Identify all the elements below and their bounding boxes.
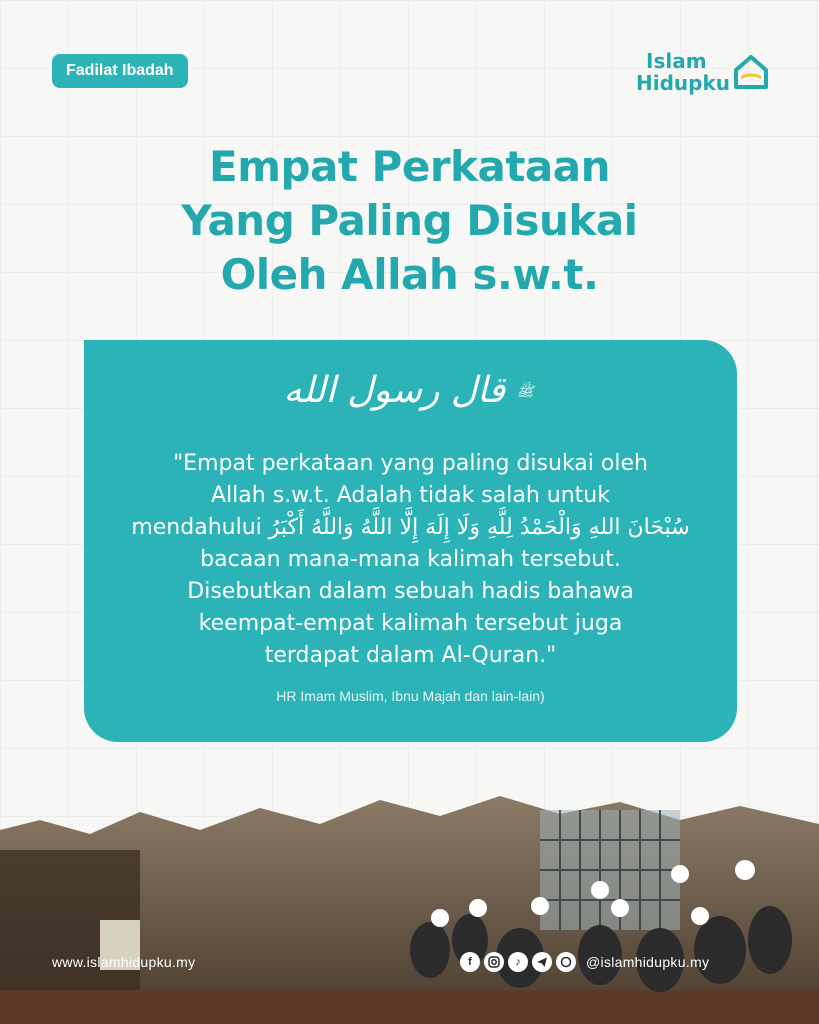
tiktok-icon[interactable]: ♪	[508, 952, 528, 972]
quote-line: "Empat perkataan yang paling disukai oleh	[173, 451, 648, 476]
category-tag: Fadilat Ibadah	[52, 54, 188, 88]
telegram-icon[interactable]	[532, 952, 552, 972]
quote-line: keempat-empat kalimah tersebut juga	[198, 611, 623, 636]
quote-line-prefix: mendahului	[131, 515, 262, 540]
social-handle[interactable]: @islamhidupku.my	[586, 954, 710, 970]
logo-line2: Hidupku	[636, 71, 731, 95]
quote-line-with-arabic	[104, 512, 717, 544]
logo-line1: Islam	[646, 49, 707, 73]
whatsapp-icon[interactable]	[556, 952, 576, 972]
title-line: Empat Perkataan	[209, 142, 610, 191]
instagram-icon[interactable]	[484, 952, 504, 972]
social-links	[460, 952, 709, 972]
arabic-honorific: ﷺ	[516, 384, 534, 400]
quote-line: bacaan mana-mana kalimah tersebut.	[200, 547, 621, 572]
house-book-icon	[732, 54, 770, 90]
title-line: Oleh Allah s.w.t.	[220, 250, 599, 299]
quote-line: Disebutkan dalam sebuah hadis bahawa	[187, 579, 634, 604]
website-link[interactable]: www.islamhidupku.my	[52, 954, 196, 970]
title-line: Yang Paling Disukai	[181, 196, 638, 245]
arabic-kalimah: سُبْحَانَ اللهِ وَالْحَمْدُ لِلَّهِ وَلَا إِلَهَ إِلَّا اللَّهُ وَاللَّهُ أَكْبَرُ	[268, 515, 690, 540]
arabic-heading-text: قال رسول الله	[283, 370, 506, 411]
brand-logo	[636, 50, 776, 96]
hadith-source: HR Imam Muslim, Ibnu Majah dan lain-lain)	[276, 688, 545, 704]
arabic-heading	[84, 370, 737, 411]
mosque-photo	[0, 790, 819, 1024]
facebook-icon[interactable]: f	[460, 952, 480, 972]
quote-line: terdapat dalam Al-Quran."	[264, 643, 557, 668]
quote-line: Allah s.w.t. Adalah tidak salah untuk	[211, 483, 610, 508]
quote-card	[84, 340, 737, 742]
hadith-quote	[104, 448, 717, 672]
page-title	[0, 140, 819, 302]
